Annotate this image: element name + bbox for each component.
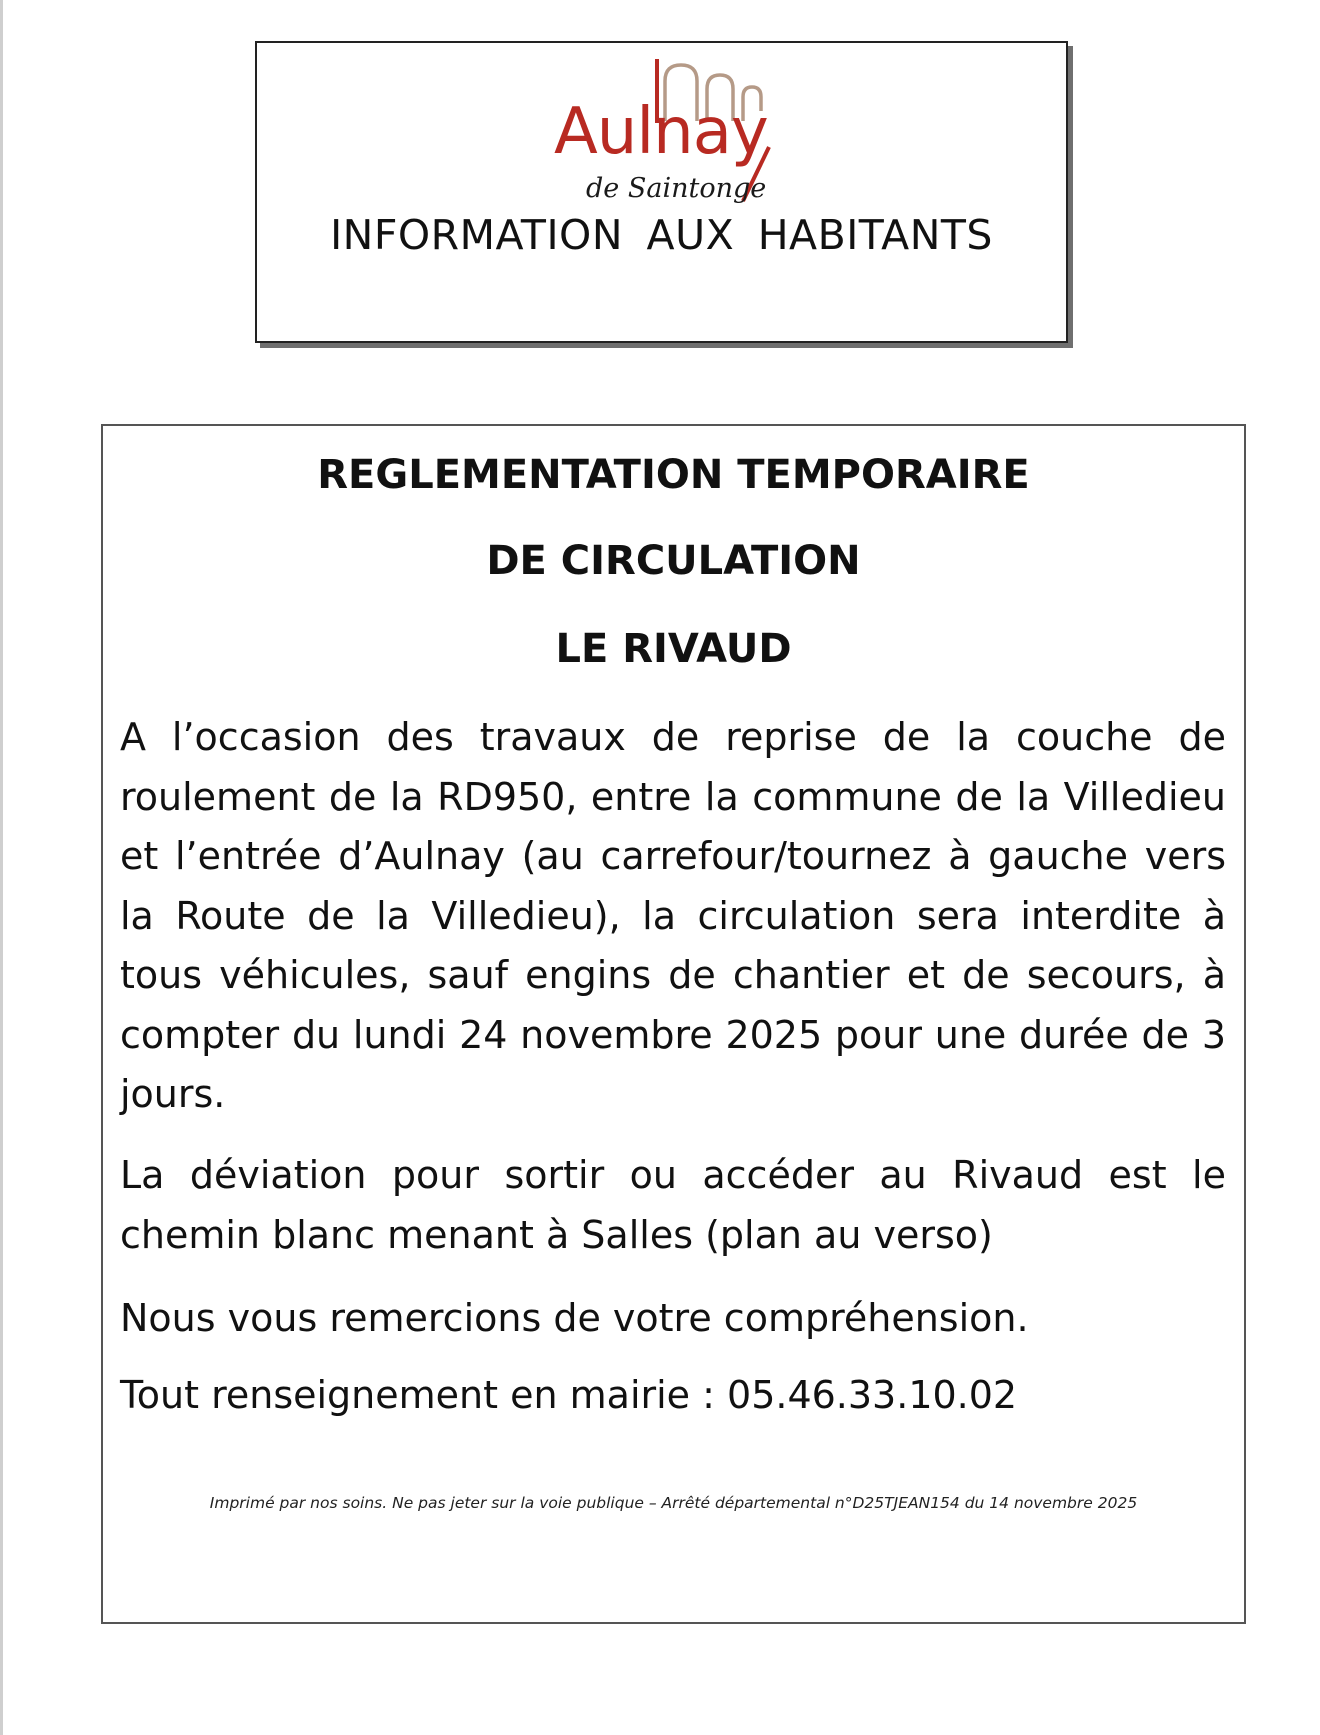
notice-footer: Imprimé par nos soins. Ne pas jeter sur la voie publique – Arrêté départemental n°D25TJEAN154 du 14 novembre 2025 [209,1494,1138,1512]
notice-paragraph-works: A l’occasion des travaux de reprise de la couche de roulement de la RD950, entre la commune de la Villedieu et l’entrée d’Aulnay (au carrefour/tournez à gauche vers la Route de la Villedieu), la circulation sera interdite à tous véhicules, sauf engins de chantier et de secours, à compter du lundi 24 novembre 2025 pour une durée de 3 jours. [120,715,1226,1116]
header-box [255,41,1068,343]
notice-paragraph-detour: La déviation pour sortir ou accéder au Rivaud est le chemin blanc menant à Salles (plan au verso) [120,1153,1226,1257]
header-title: INFORMATION AUX HABITANTS [330,211,993,259]
aulnay-logo [547,51,787,221]
notice-box [101,424,1246,1624]
notice-title-line2: DE CIRCULATION [486,538,861,584]
page-edge [0,0,3,1735]
svg-text:de Saintonge: de Saintonge [586,173,767,204]
notice-paragraph-thanks: Nous vous remercions de votre compréhension. [120,1296,1029,1340]
notice-paragraph-contact: Tout renseignement en mairie : 05.46.33.10.02 [120,1373,1018,1417]
svg-text:Aulnay: Aulnay [554,95,768,169]
notice-title-line3: LE RIVAUD [555,626,792,672]
notice-title-line1: REGLEMENTATION TEMPORAIRE [317,452,1030,498]
